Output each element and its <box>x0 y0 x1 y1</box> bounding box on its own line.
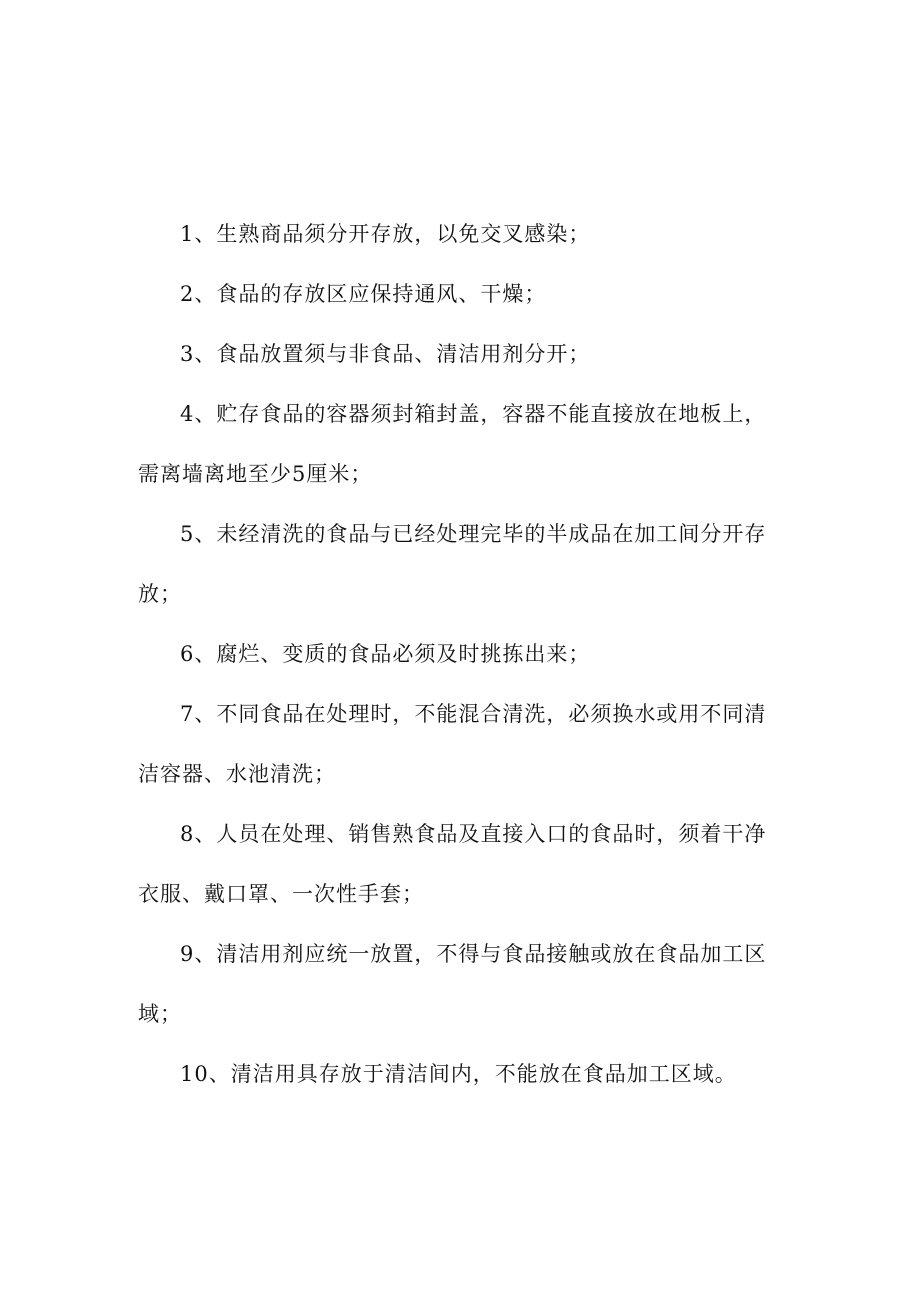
rule-2: 2、食品的存放区应保持通风、干燥； <box>180 282 547 306</box>
rules-list <box>138 204 788 1104</box>
rule-1: 1、生熟商品须分开存放，以免交叉感染； <box>180 222 591 246</box>
rule-7: 7、不同食品在处理时，不能混合清洗，必须换水或用不同清洁容器、水池清洗； <box>138 702 767 786</box>
rule-10: 10、清洁用具存放于清洁间内，不能放在食品加工区域。 <box>180 1062 737 1086</box>
rule-8: 8、人员在处理、销售熟食品及直接入口的食品时，须着干净衣服、戴口罩、一次性手套； <box>138 822 767 906</box>
rule-3: 3、食品放置须与非食品、清洁用剂分开； <box>180 342 591 366</box>
rule-9: 9、清洁用剂应统一放置，不得与食品接触或放在食品加工区域； <box>138 942 767 1026</box>
rule-6: 6、腐烂、变质的食品必须及时挑拣出来； <box>180 642 591 666</box>
rule-5: 5、未经清洗的食品与已经处理完毕的半成品在加工间分开存放； <box>138 522 767 606</box>
rule-4: 4、贮存食品的容器须封箱封盖，容器不能直接放在地板上，需离墙离地至少5厘米； <box>138 402 767 486</box>
